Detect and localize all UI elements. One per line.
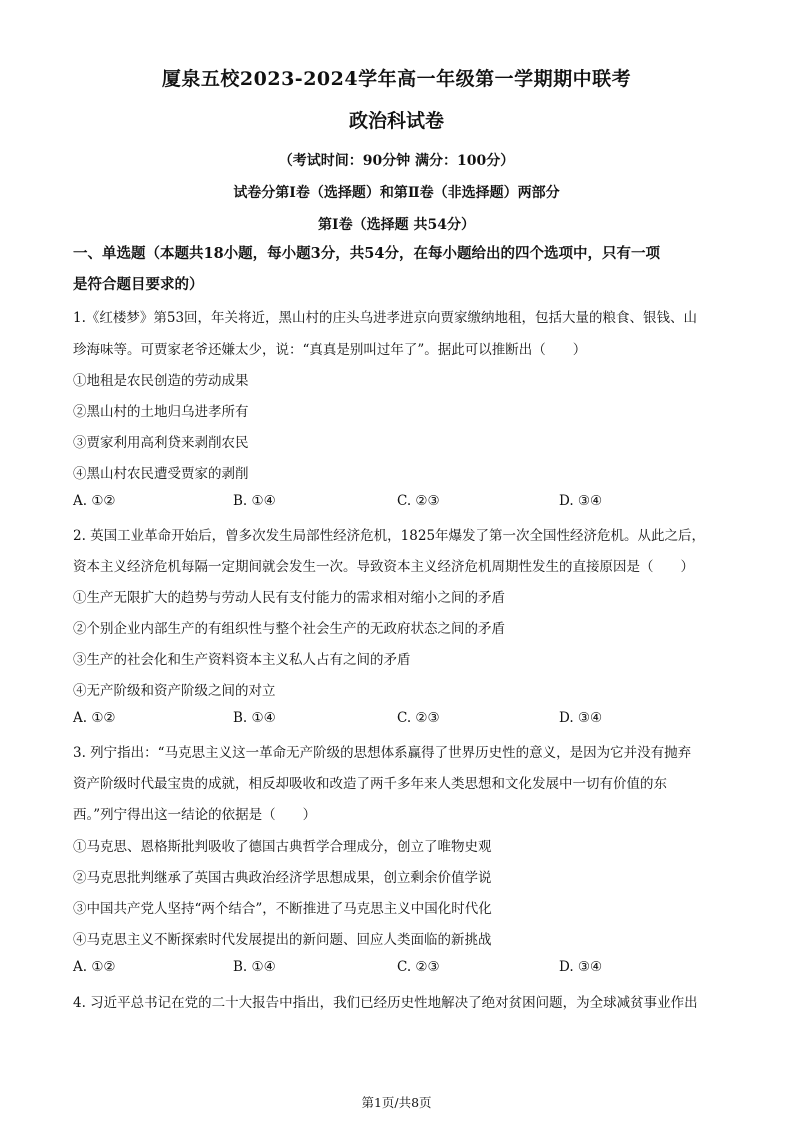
question-3-item: ②马克思批判继承了英国古典政治经济学思想成果，创立剩余价值学说	[73, 870, 492, 886]
exam-title: 厦泉五校2023-2024学年高一年级第一学期期中联考	[161, 68, 632, 90]
question-1-stem-line2: 珍海味等。可贾家老爷还嫌太少，说：“真真是别叫过年了”。据此可以推断出（ ）	[73, 342, 587, 358]
question-1-item: ②黑山村的土地归乌进孝所有	[73, 404, 249, 420]
option-d[interactable]: D. ③④	[559, 493, 603, 509]
question-2-item: ③生产的社会化和生产资料资本主义私人占有之间的矛盾	[73, 652, 411, 668]
part1-title: 第Ⅰ卷（选择题 共54分）	[318, 217, 475, 233]
option-b[interactable]: B. ①④	[233, 959, 276, 975]
question-1-item: ③贾家利用高利贷来剥削农民	[73, 435, 249, 451]
question-3-stem-line2: 资产阶级时代最宝贵的成就，相反却吸收和改造了两千多年来人类思想和文化发展中一切有价值的东	[73, 776, 667, 792]
option-b[interactable]: B. ①④	[233, 493, 276, 509]
section-heading	[73, 238, 733, 300]
option-d[interactable]: D. ③④	[559, 710, 603, 726]
question-3-stem-line1: 3. 列宁指出：“马克思主义这一革命无产阶级的思想体系赢得了世界历史性的意义，是因为它并没有抛弃	[73, 745, 692, 761]
section-heading-line2: 是符合题目要求的）	[73, 276, 204, 293]
option-c[interactable]: C. ②③	[397, 710, 440, 726]
question-2-item: ①生产无限扩大的趋势与劳动人民有支付能力的需求相对缩小之间的矛盾	[73, 590, 505, 606]
question-3-item: ③中国共产党人坚持“两个结合”，不断推进了马克思主义中国化时代化	[73, 901, 492, 917]
question-2-item: ②个别企业内部生产的有组织性与整个社会生产的无政府状态之间的矛盾	[73, 621, 505, 637]
page-footer: 第1页/共8页	[361, 1095, 432, 1110]
question-3-item: ④马克思主义不断探索时代发展提出的新问题、回应人类面临的新挑战	[73, 932, 492, 948]
option-c[interactable]: C. ②③	[397, 959, 440, 975]
question-2-item: ④无产阶级和资产阶级之间的对立	[73, 683, 276, 699]
exam-info: （考试时间：90分钟 满分：100分）	[278, 153, 515, 169]
option-a[interactable]: A. ①②	[73, 710, 116, 726]
option-c[interactable]: C. ②③	[397, 493, 440, 509]
question-4-stem-line1: 4. 习近平总书记在党的二十大报告中指出，我们已经历史性地解决了绝对贫困问题，为全球减贫事业作出	[73, 995, 698, 1011]
question-1-item: ①地租是农民创造的劳动成果	[73, 373, 249, 389]
section-heading-line1: 一、单选题（本题共18小题，每小题3分，共54分，在每小题给出的四个选项中，只有一项	[73, 245, 660, 262]
question-3-stem-line3: 西。”列宁得出这一结论的依据是（ ）	[73, 807, 317, 823]
paper-structure: 试卷分第Ⅰ卷（选择题）和第Ⅱ卷（非选择题）两部分	[233, 185, 560, 201]
option-b[interactable]: B. ①④	[233, 710, 276, 726]
question-3-item: ①马克思、恩格斯批判吸收了德国古典哲学合理成分，创立了唯物史观	[73, 839, 492, 855]
option-a[interactable]: A. ①②	[73, 493, 116, 509]
option-d[interactable]: D. ③④	[559, 959, 603, 975]
question-1-stem-line1: 1.《红楼梦》第53回，年关将近，黑山村的庄头乌进孝进京向贾家缴纳地租，包括大量的粮食、银钱、山	[73, 310, 698, 326]
option-a[interactable]: A. ①②	[73, 959, 116, 975]
question-2-stem-line2: 资本主义经济危机每隔一定期间就会发生一次。导致资本主义经济危机周期性发生的直接原因是（ ）	[73, 559, 694, 575]
exam-subtitle: 政治科试卷	[348, 110, 444, 132]
question-1-item: ④黑山村农民遭受贾家的剥削	[73, 466, 249, 482]
question-2-stem-line1: 2. 英国工业革命开始后，曾多次发生局部性经济危机，1825年爆发了第一次全国性经济危机。从此之后，	[73, 528, 706, 544]
